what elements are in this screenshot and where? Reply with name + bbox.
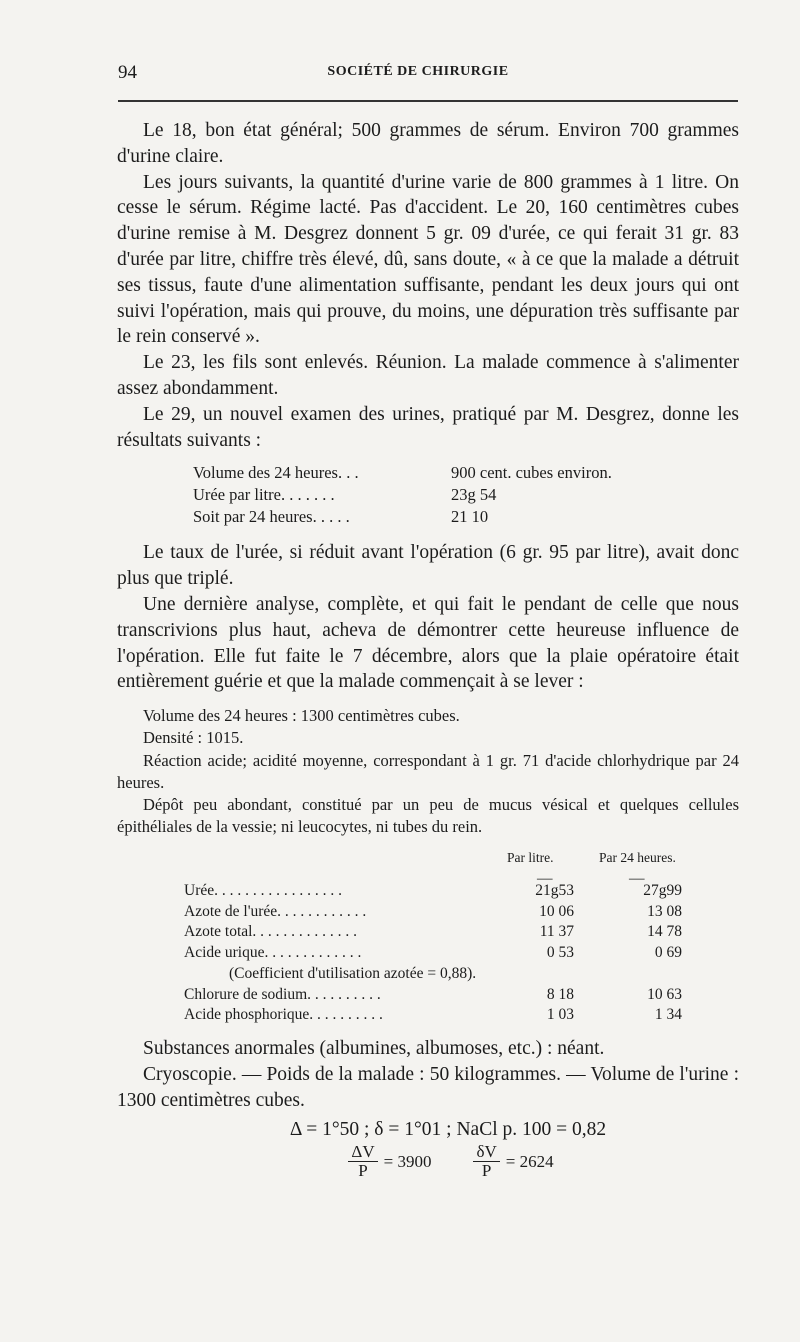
paragraph: Cryoscopie. — Poids de la malade : 50 kilogrammes. — Volume de l'urine : 1300 centimètres cubes.: [117, 1063, 739, 1111]
value-per-24h: 27g99: [643, 882, 682, 900]
denominator: P: [358, 1161, 368, 1181]
row-label: Urée. . . . . . . . . . . . . . . . .: [184, 882, 342, 900]
coefficient-note: (Coefficient d'utilisation azotée = 0,88).: [229, 964, 477, 982]
row-label: Acide phosphorique. . . . . . . . . .: [184, 1006, 383, 1024]
value-per-litre: 10 06: [539, 902, 574, 920]
lab-row: [193, 462, 739, 484]
fraction-value: = 2624: [505, 1151, 554, 1171]
analysis-block: [117, 705, 739, 838]
fraction: [473, 1143, 499, 1180]
table-row: [117, 985, 739, 1006]
paragraph: Le 23, les fils sont enlevés. Réunion. La malade commence à s'alimenter assez abondamment.: [117, 352, 739, 399]
lab-label: Volume des 24 heures. . .: [193, 463, 359, 483]
table-row: [117, 1005, 739, 1026]
value-per-litre: 21g53: [535, 882, 574, 900]
lab-label: Urée par litre. . . . . . .: [193, 485, 335, 505]
lab-label: Soit par 24 heures. . . . .: [193, 507, 350, 527]
page-header: [118, 62, 738, 86]
paragraph: Le taux de l'urée, si réduit avant l'opération (6 gr. 95 par litre), avait donc plus que triplé.: [117, 542, 739, 590]
lab-row: [193, 484, 739, 506]
analysis-line: Densité : 1015.: [143, 728, 244, 748]
paragraph: Le 18, bon état général; 500 grammes de sérum. Environ 700 grammes d'urine claire.: [117, 120, 739, 167]
numerator: ΔV: [348, 1143, 377, 1162]
row-label: Azote de l'urée. . . . . . . . . . . .: [184, 902, 367, 920]
paragraph: Une dernière analyse, complète, et qui fait le pendant de celle que nous transcrivions plus haut, acheva de démontrer cette heureuse influence de l'opération. Elle fut faite le 7 décembre, alors que la plaie opératoire était entièrement guérie et que la malade commençait à se lever :: [117, 593, 739, 693]
table-row: [117, 943, 739, 964]
analysis-line: Volume des 24 heures : 1300 centimètres cubes.: [143, 706, 460, 726]
table-header: [507, 848, 739, 869]
row-label: Acide urique. . . . . . . . . . . . .: [184, 944, 362, 962]
column-header: Par litre.: [507, 850, 554, 866]
fraction-value: = 3900: [383, 1151, 432, 1171]
analysis-line: Dépôt peu abondant, constitué par un peu de mucus vésical et quelques cellules épithéliales de la vessie; ni leucocytes, ni tubes du rein.: [117, 794, 739, 837]
value-per-24h: 1 34: [654, 1006, 682, 1024]
paragraph: Le 29, un nouvel examen des urines, pratiqué par M. Desgrez, donne les résultats suivants :: [117, 403, 739, 451]
header-rule: [118, 100, 738, 102]
body-text: [117, 118, 739, 1180]
value-per-24h: 10 63: [647, 985, 682, 1003]
column-header: Par 24 heures.: [599, 850, 676, 866]
denominator: P: [481, 1161, 492, 1181]
value-per-24h: 0 69: [654, 944, 682, 962]
table-row: [117, 881, 739, 902]
value-per-24h: 14 78: [647, 923, 682, 941]
paragraph: Les jours suivants, la quantité d'urine varie de 800 grammes à 1 litre. On cesse le sérum. Régime lacté. Pas d'accident. Le 20, 160 centimètres cubes d'urine remise à M. Desgrez donnent 5 gr. 09 d'urée, ce qui ferait 31 gr. 83 d'urée par litre, chiffre très élevé, dû, sans doute, « à ce que la malade a détruit ses tissus, faute d'une alimentation suffisante, pendant les deux jours qui ont suivi l'opération, mais qui prouve, du moins, une dépuration très suffisante par le rein conservé ».: [117, 171, 739, 348]
table-row: [117, 902, 739, 923]
lab-value: 900 cent. cubes environ.: [451, 463, 612, 483]
coefficient-row: [117, 964, 739, 985]
value-per-litre: 8 18: [546, 985, 574, 1003]
row-label: Azote total. . . . . . . . . . . . . .: [184, 923, 358, 941]
analysis-line: Réaction acide; acidité moyenne, correspondant à 1 gr. 71 d'acide chlorhydrique par 24 heures.: [117, 750, 739, 792]
value-per-litre: 11 37: [539, 923, 574, 941]
fraction-formulas: [157, 1143, 739, 1180]
lab-value: 21 10: [451, 507, 489, 527]
running-title: SOCIÉTÉ DE CHIRURGIE: [327, 64, 509, 79]
lab-results: [193, 462, 739, 528]
value-per-litre: 0 53: [546, 944, 574, 962]
lab-row: [193, 506, 739, 528]
cryoscopy-formula: Δ = 1°50 ; δ = 1°01 ; NaCl p. 100 = 0,82: [289, 1119, 607, 1141]
row-label: Chlorure de sodium. . . . . . . . . .: [184, 985, 381, 1003]
fraction: [348, 1143, 377, 1180]
page-number: 94: [118, 62, 137, 83]
value-per-litre: 1 03: [546, 1006, 574, 1024]
numerator: δV: [473, 1143, 499, 1162]
urine-analysis-table: [117, 848, 739, 1026]
value-per-24h: 13 08: [647, 902, 682, 920]
header-dashes: — —: [537, 870, 645, 888]
table-row: [117, 922, 739, 943]
paragraph: Substances anormales (albumines, albumoses, etc.) : néant.: [143, 1037, 605, 1059]
lab-value: 23g 54: [451, 485, 497, 505]
